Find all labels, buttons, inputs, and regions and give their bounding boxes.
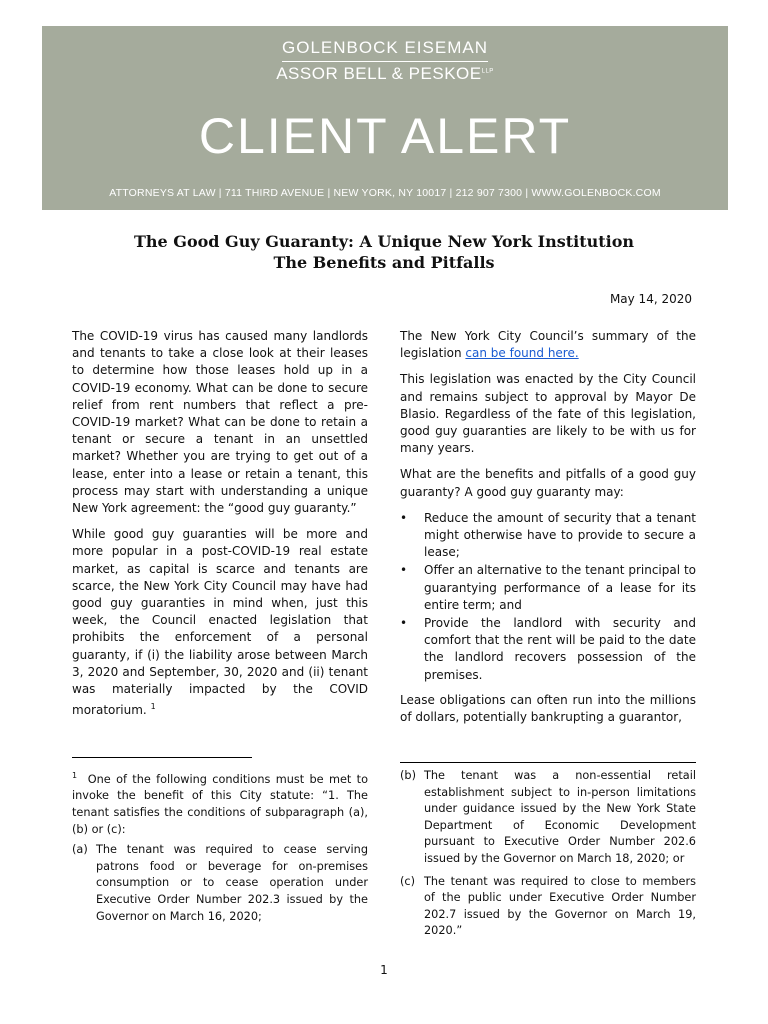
firm-name-line1: GOLENBOCK EISEMAN — [282, 38, 488, 57]
list-item — [400, 510, 696, 562]
footnote-intro — [72, 768, 368, 838]
footnote-left — [72, 768, 368, 925]
header-banner — [42, 26, 728, 210]
footnote-item-label: (c) — [400, 874, 416, 888]
footnote-divider — [72, 757, 252, 758]
footnote-item-c — [400, 874, 696, 940]
footnote-ref[interactable]: 1 — [150, 702, 156, 712]
title-line2: The Benefits and Pitfalls — [273, 253, 495, 272]
footnote-item-b — [400, 768, 696, 868]
list-item-text: Provide the landlord with security and comfort that the rent will be paid to the date the landlord recovers possession of the premises. — [424, 616, 696, 682]
footnote-item-label: (b) — [400, 769, 416, 782]
list-item — [400, 615, 696, 684]
firm-name-divider — [282, 61, 488, 62]
left-paragraph-2-text: While good guy guaranties will be more and more popular in a post-COVID-19 real estate market, as capital is scarce and tenants are scarce, the New York City Council may have had good guy guaranties in mind when, just this week, the Council enacted legislation that prohibits the enforcement of a personal guaranty, if (i) the liability arose between March 3, 2020 and September, 30, 2020 and (ii) tenant was materially impacted by the COVID moratorium. — [72, 527, 368, 718]
footnote-divider-continued — [400, 762, 696, 763]
footnote-item-text: The tenant was required to cease serving patrons food or beverage for on-premises consumption or to cease operation under Executive Order Number 202.3 issued by the Governor on March 16, 2020; — [96, 843, 368, 923]
document-date: May 14, 2020 — [609, 292, 692, 306]
footnote-intro-text: One of the following conditions must be met to invoke the benefit of this City statute: “1. The tenant satisfies the conditions of subparagraph (a), (b) or (c): — [72, 772, 368, 836]
firm-address-line: ATTORNEYS AT LAW | 711 THIRD AVENUE | NEW YORK, NY 10017 | 212 907 7300 | WWW.GOLENBOCK.COM — [109, 187, 661, 199]
bullet-icon: • — [400, 616, 408, 631]
title-line1: The Good Guy Guaranty: A Unique New York Institution — [133, 232, 635, 251]
left-paragraph-2 — [72, 526, 368, 719]
footnote-item-text: The tenant was required to close to members of the public under Executive Order Number 202.7 issued by the Governor on March 19, 2020.” — [424, 874, 696, 938]
right-paragraph-1-text: The New York City Council’s summary of the legislation — [400, 329, 696, 361]
right-paragraph-1 — [400, 328, 696, 362]
right-column — [400, 328, 696, 735]
firm-name-line2-text: ASSOR BELL & PESKOE — [276, 64, 482, 83]
footnote-item-text: The tenant was a non-essential retail establishment subject to in-person limitations under guidance issued by the New York State Department of Economic Development pursuant to Executive Order Number 202.6 issued by the Governor on March 18, 2020; or — [424, 769, 696, 865]
footnote-item-label: (a) — [72, 843, 88, 857]
footnote-item-a — [72, 842, 368, 925]
benefits-list — [400, 510, 696, 684]
page-number: 1 — [380, 963, 388, 977]
document-title — [0, 231, 768, 273]
llp-mark: LLP — [481, 68, 494, 75]
bullet-icon: • — [400, 510, 408, 525]
firm-name-line2 — [42, 64, 728, 84]
client-alert-heading: CLIENT ALERT — [198, 108, 572, 164]
list-item-text: Reduce the amount of security that a tenant might otherwise have to provide to secure a lease; — [424, 510, 696, 560]
list-item — [400, 562, 696, 614]
right-paragraph-4: Lease obligations can often run into the millions of dollars, potentially bankrupting a guarantor, — [400, 692, 696, 725]
right-paragraph-3: What are the benefits and pitfalls of a good guy guaranty? A good guy guaranty may: — [400, 467, 696, 499]
left-column — [72, 328, 368, 728]
footnote-right — [400, 768, 696, 940]
list-item-text: Offer an alternative to the tenant principal to guarantying performance of a lease for its entire term; and — [424, 563, 696, 612]
right-paragraph-2: This legislation was enacted by the City Council and remains subject to approval by Mayor De Blasio. Regardless of the fate of this legislation, good guy guaranties are likely to be with us for many years. — [400, 372, 696, 456]
legislation-summary-link[interactable]: can be found here. — [465, 346, 579, 361]
left-paragraph-1: The COVID-19 virus has caused many landlords and tenants to take a close look at their leases to determine how those leases hold up in a COVID-19 economy. What can be done to secure relief from rent numbers that reflect a pre-COVID-19 market? What can be done to retain a tenant or secure a tenant in an unsettled market? Whether you are trying to get out of a lease, enter into a lease or retain a tenant, this process may start with understanding a unique New York agreement: the “good guy guaranty.” — [72, 329, 368, 516]
footnote-number: 1 — [72, 771, 78, 780]
bullet-icon: • — [400, 563, 408, 578]
